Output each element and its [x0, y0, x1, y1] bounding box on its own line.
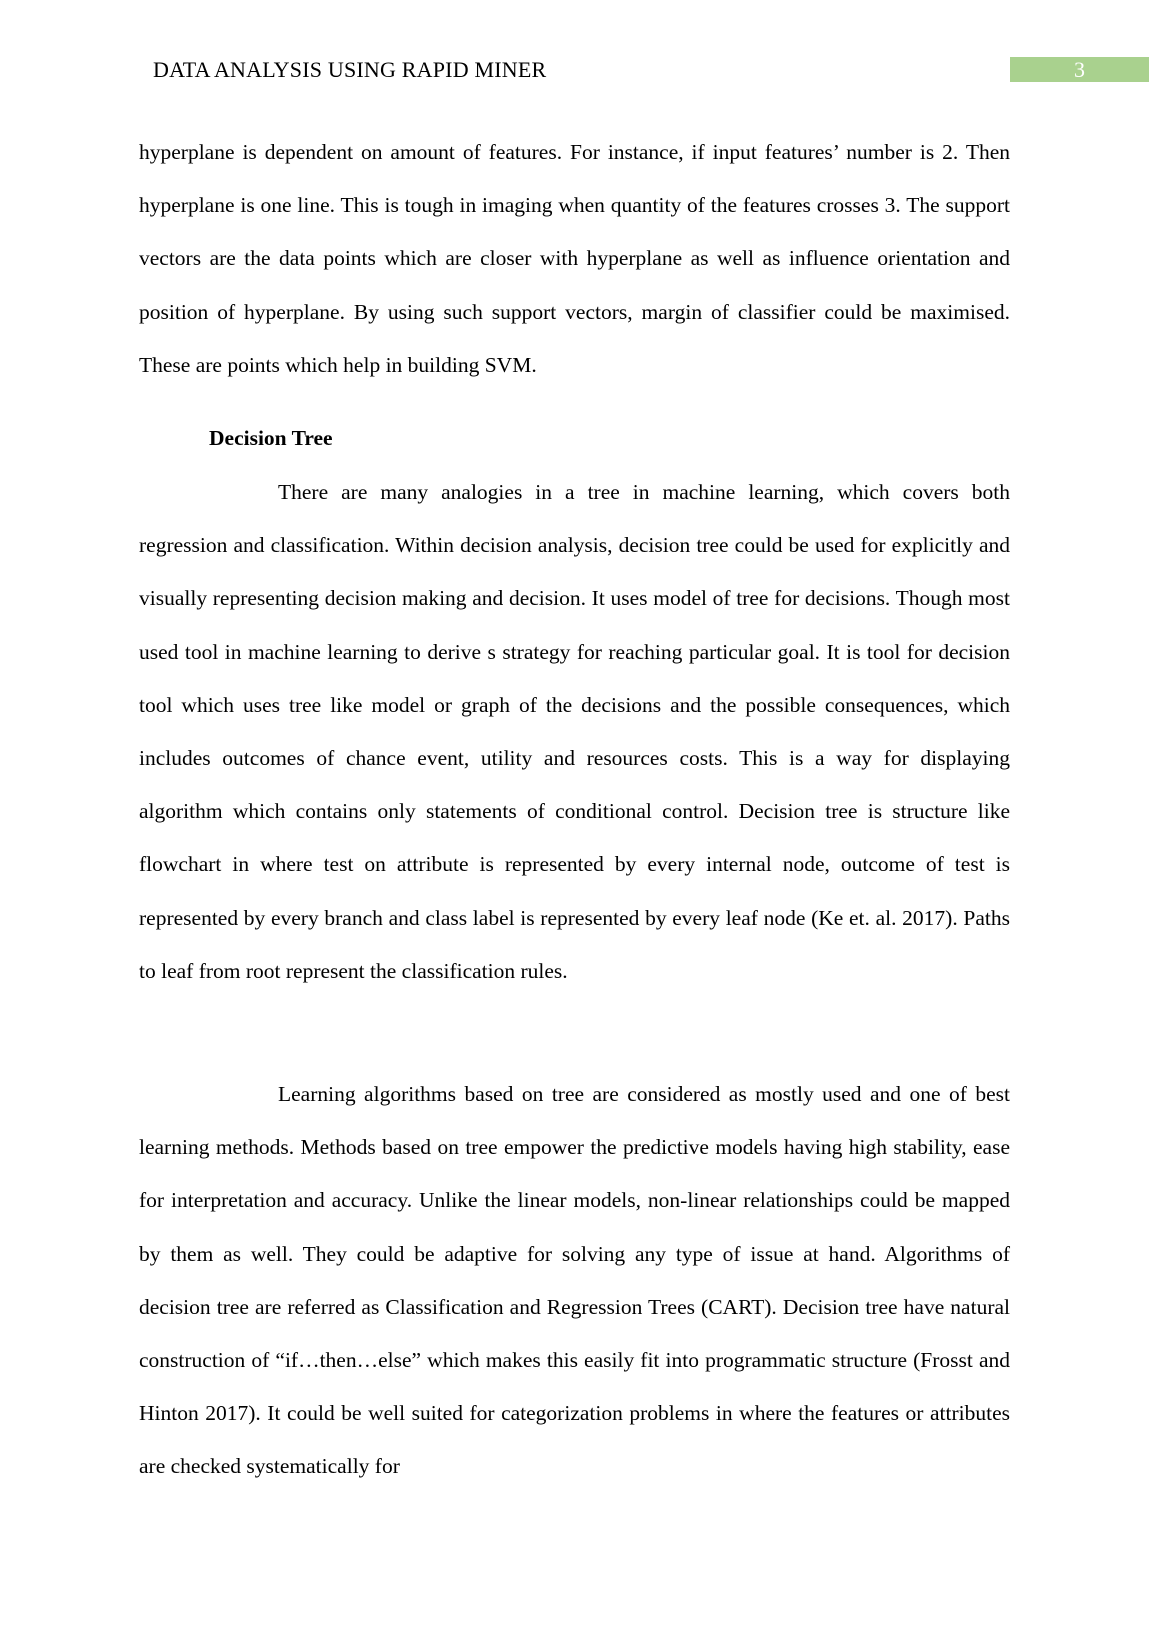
body-paragraph-tree-learning: Learning algorithms based on tree are considered as mostly used and one of best learning methods. Methods based on tree empower the predictive models having high stability, ease for interpretation and accuracy. Unlike the linear models, non-linear relationships could be mapped by them as well. They could be adaptive for solving any type of issue at hand. Algorithms of decision tree are referred as Classification and Regression Trees (CART). Decision tree have natural construction of “if…then…else” which makes this easily fit into programmatic structure (Frosst and Hinton 2017). It could be well suited for categorization problems in where the features or attributes are checked systematically for — [139, 1082, 1010, 1479]
section-heading-decision-tree: Decision Tree — [209, 426, 333, 450]
page-number: 3 — [1010, 57, 1149, 82]
body-paragraph-svm: hyperplane is dependent on amount of features. For instance, if input features’ number is 2. Then hyperplane is one line. This is tough in imaging when quantity of the features crosses 3. The support vectors are the data points which are closer with hyperplane as well as influence orientation and position of hyperplane. By using such support vectors, margin of classifier could be maximised. These are points which help in building SVM. — [139, 140, 1010, 377]
body-paragraph-decision-tree-intro: There are many analogies in a tree in machine learning, which covers both regression and classification. Within decision analysis, decision tree could be used for explicitly and visually representing decision making and decision. It uses model of tree for decisions. Though most used tool in machine learning to derive s strategy for reaching particular goal. It is tool for decision tool which uses tree like model or graph of the decisions and the possible consequences, which includes outcomes of chance event, utility and resources costs. This is a way for displaying algorithm which contains only statements of conditional control. Decision tree is structure like flowchart in where test on attribute is represented by every internal node, outcome of test is represented by every branch and class label is represented by every leaf node (Ke et. al. 2017). Paths to leaf from root represent the classification rules. — [139, 480, 1010, 983]
running-head: DATA ANALYSIS USING RAPID MINER — [153, 57, 547, 82]
